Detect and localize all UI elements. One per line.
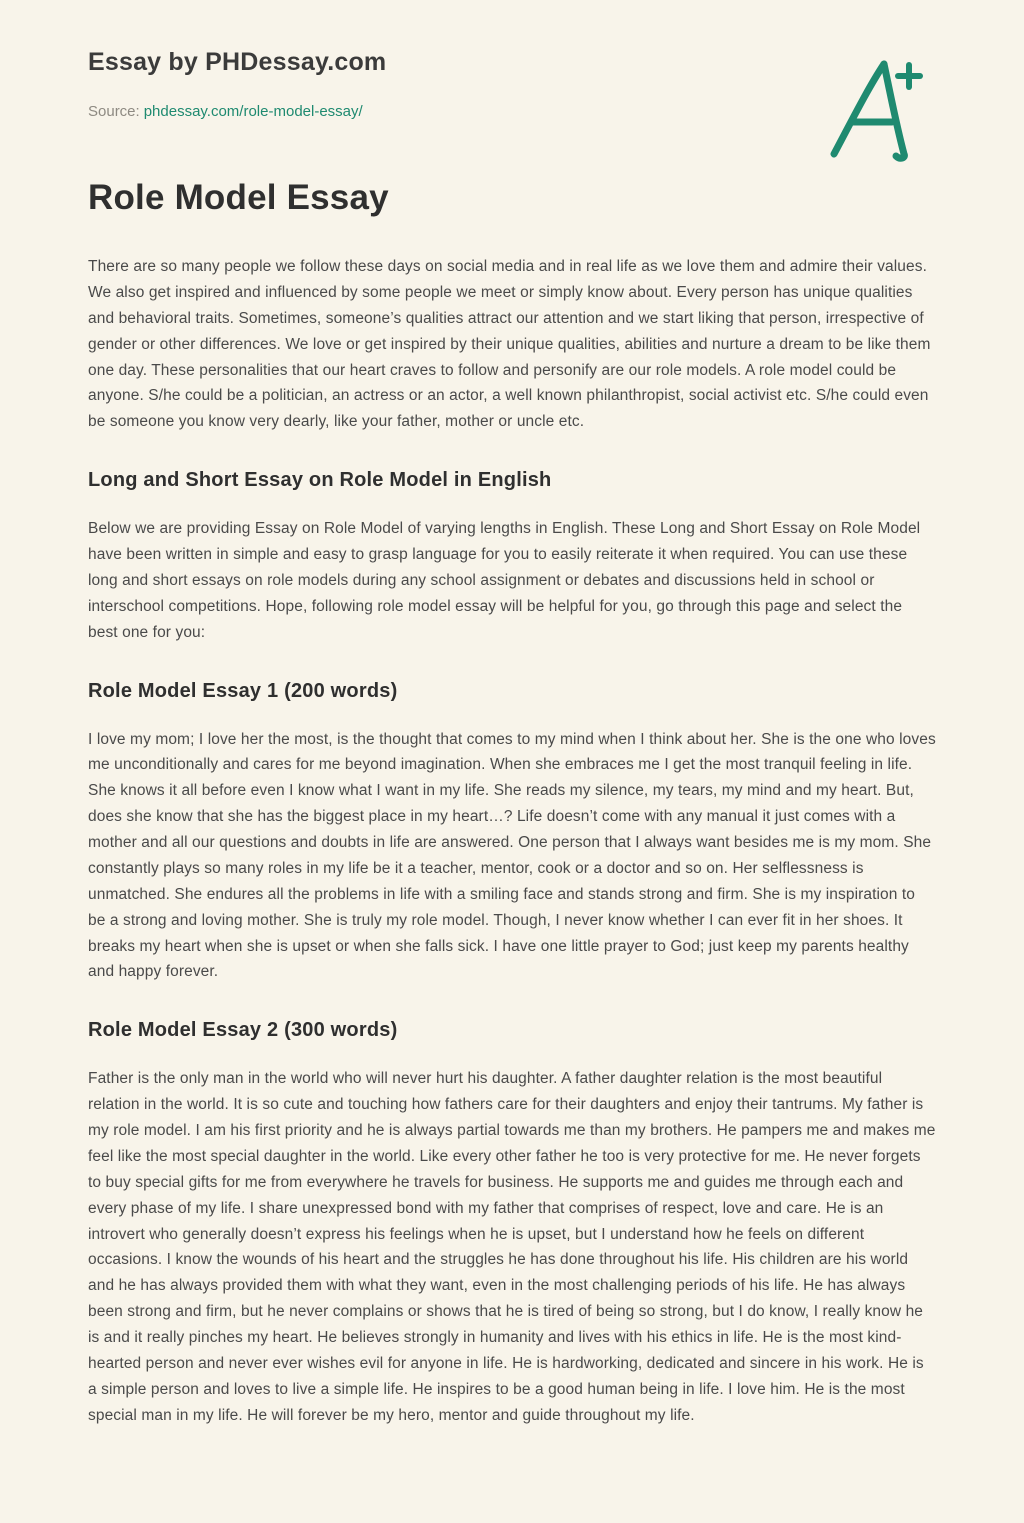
intro-paragraph: There are so many people we follow these days on social media and in real life as we love them and admire their values. We also get inspired and influenced by some people we meet or simply know about. Every person has unique qualities and behavioral traits. Sometimes, someone’s qualities attract our attention and we start liking that person, irrespective of gender or other differences. We love or get inspired by their unique qualities, abilities and nurture a dream to be like them one day. These personalities that our heart craves to follow and personify are our role models. A role model could be anyone. S/he could be a politician, an actress or an actor, a well known philanthropist, social activist etc. S/he could even be someone you know very dearly, like your father, mother or uncle etc.	[88, 258, 931, 431]
section-heading-essay-2: Role Model Essay 2 (300 words)	[88, 1019, 398, 1042]
phdessay-aplus-logo-icon	[828, 58, 924, 162]
section-paragraph: Below we are providing Essay on Role Model of varying lengths in English. These Long and Short Essay on Role Model have been written in simple and easy to grasp language for you to easily reiterate it when required. You can use these long and short essays on role models during any school assignment or debates and discussions held in school or interschool competitions. Hope, following role model essay will be helpful for you, go through this page and select the best one for you:	[88, 520, 921, 641]
site-header-title: Essay by PHDessay.com	[88, 48, 387, 76]
section-heading-long-short: Long and Short Essay on Role Model in English	[88, 469, 552, 492]
section-paragraph: I love my mom; I love her the most, is the thought that comes to my mind when I think about her. She is the one who loves me unconditionally and cares for me beyond imagination. When she embraces me I get the most tranquil feeling in life. She knows it all before even I know what I want in my life. She reads my silence, my tears, my mind and my heart. But, does she know that she has the biggest place in my heart…? Life doesn’t come with any manual it just comes with a mother and all our questions and doubts in life are answered. One person that I always want besides me is my mom. She constantly plays so many roles in my life be it a teacher, mentor, cook or a doctor and so on. Her selflessness is unmatched. She endures all the problems in life with a smiling face and stands strong and firm. She is my inspiration to be a strong and loving mother. She is truly my role model. Though, I never know whether I can ever fit in her shoes. It breaks my heart when she is upset or when she falls sick. I have one little prayer to God; just keep my parents healthy and happy forever.	[88, 730, 936, 981]
page-header	[88, 48, 936, 120]
section-heading-essay-1: Role Model Essay 1 (200 words)	[88, 679, 398, 702]
article-title: Role Model Essay	[88, 178, 389, 217]
section-paragraph: Father is the only man in the world who will never hurt his daughter. A father daughter relation is the most beautiful relation in the world. It is so cute and touching how fathers care for their daughters and enjoy their tantrums. My father is my role model. I am his first priority and he is always partial towards me than my brothers. He pampers me and makes me feel like the most special daughter in the world. Like every other father he too is very protective for me. He never forgets to buy special gifts for me from everywhere he travels for business. He supports me and guides me through each and every phase of my life. I share unexpressed bond with my father that comprises of respect, love and care. He is an introvert who generally doesn’t express his feelings when he is upset, but I understand how he feels on different occasions. I know the wounds of his heart and the struggles he has done throughout his life. His children are his world and he has always provided them with what they want, even in the most challenging periods of his life. He has always been strong and firm, but he never complains or shows that he is tired of being so strong, but I do know, I really know he is and it really pinches my heart. He believes strongly in humanity and lives with his ethics in life. He is the most kind-hearted person and never ever wishes evil for anyone in life. He is hardworking, dedicated and sincere in his work. He is a simple person and loves to live a simple life. He inspires to be a good human being in life. I love him. He is the most special man in my life. He will forever be my hero, mentor and guide throughout my life.	[88, 1070, 936, 1424]
source-link[interactable]: phdessay.com/role-model-essay/	[143, 103, 363, 120]
source-line	[88, 103, 936, 120]
source-label: Source:	[88, 103, 140, 120]
